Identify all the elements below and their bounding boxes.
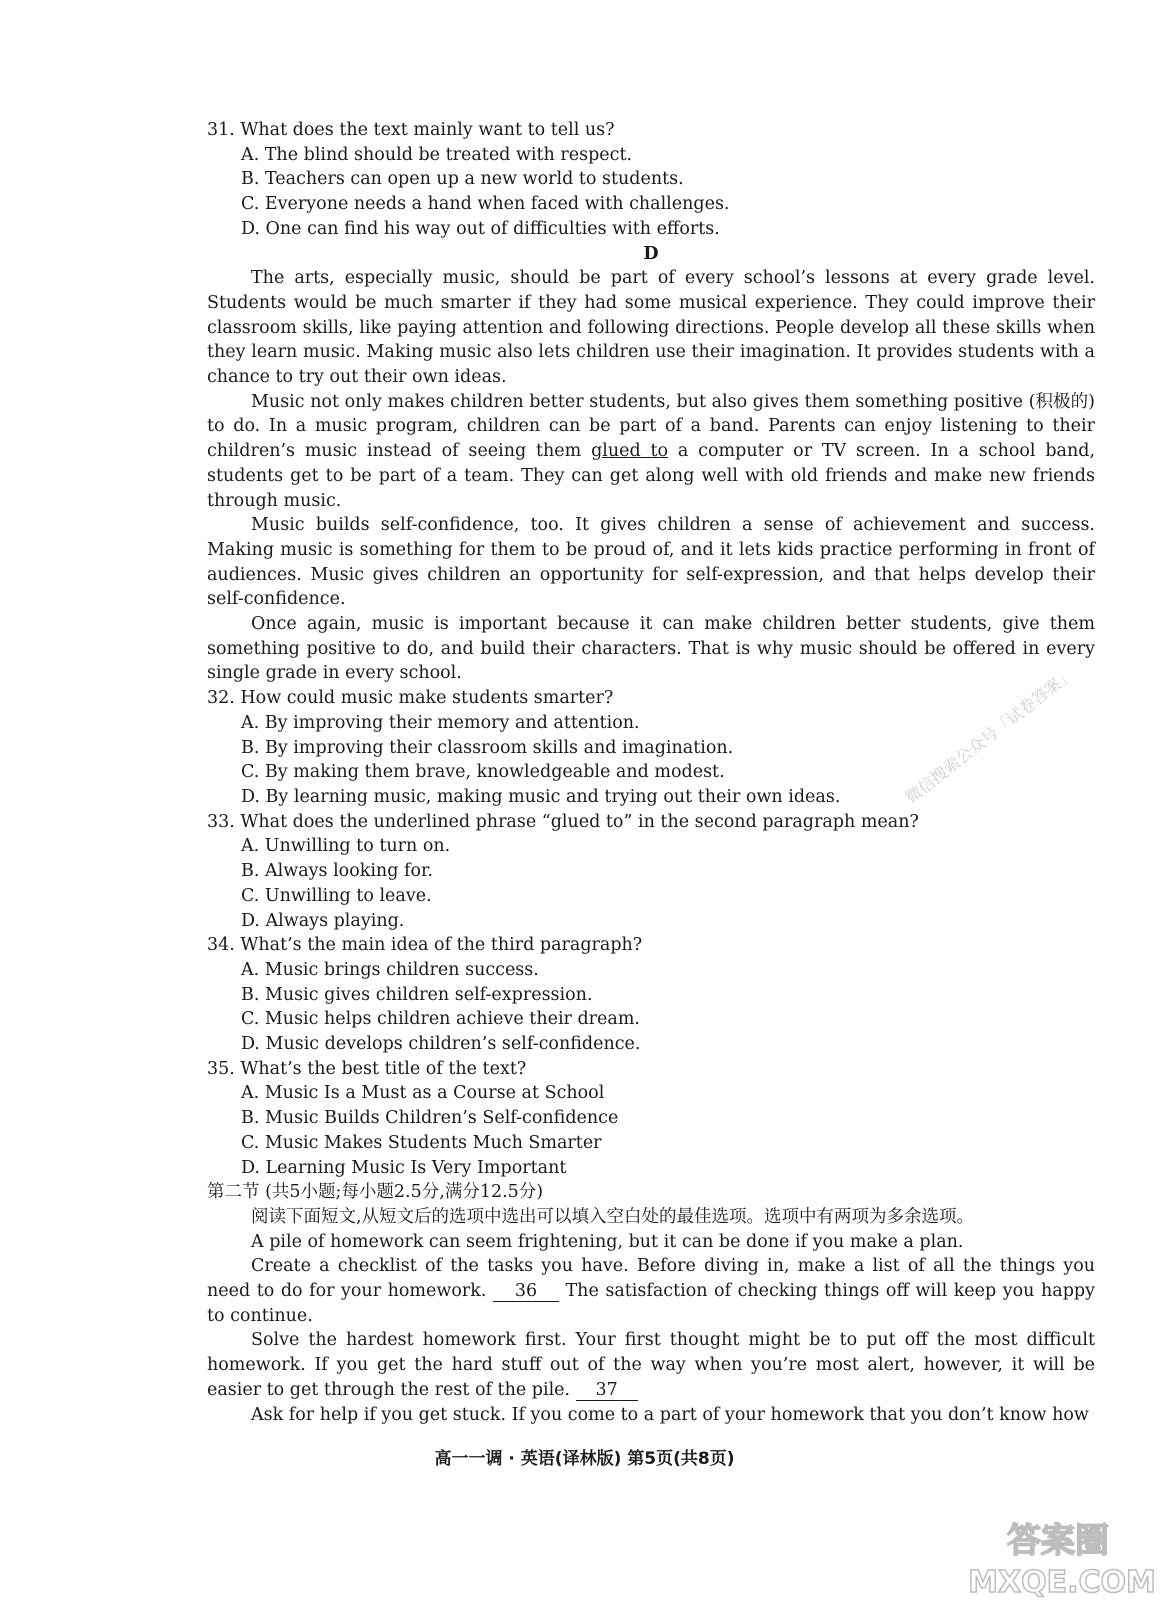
section-2 (207, 1180, 1095, 1427)
paragraph-3: Music builds self-confidence, too. It gives children a sense of achievement and success. Making music is something for them to be proud of, and it lets kids practice performing in front of audiences. Music gives children an opportunity for self-expression, and that helps develop their self-confidence. (207, 515, 1095, 610)
option-b: B. Teachers can open up a new world to students. (241, 169, 684, 190)
question-stem: 32. How could music make students smarter? (207, 688, 614, 709)
blank-36: 36 (493, 1281, 559, 1302)
site-logo-watermark (958, 1512, 1163, 1598)
option-b: B. Music gives children self-expression. (241, 984, 593, 1005)
paragraph-2-part-2: a computer or TV screen. In a school band, students get to be part of a team. They can get along well with old friends and make new friends through music. (207, 441, 1096, 511)
cloze-text: The satisfaction of checking things off will keep you happy to continue. (207, 1281, 1095, 1326)
cloze-paragraph-3 (207, 1328, 1095, 1402)
option-a: A. Music Is a Must as a Course at School (241, 1083, 605, 1104)
option-a: A. Unwilling to turn on. (241, 836, 451, 857)
question-33 (207, 810, 1095, 934)
question-31 (207, 118, 1095, 242)
question-stem: 33. What does the underlined phrase “glued to” in the second paragraph mean? (207, 811, 919, 832)
cloze-paragraph-2 (207, 1254, 1095, 1328)
passage-d (207, 266, 1095, 686)
side-watermark: 微信搜索公众号「试卷答案」 (901, 664, 1078, 808)
paragraph-2 (207, 390, 1095, 514)
paragraph-2-part-1: Music not only makes children better students, but also gives them something positive (积极的) to do. In a music program, children can be part of a band. Parents can enjoy listening to their children’s music instead of seeing them (207, 391, 1095, 462)
section-instruction: 阅读下面短文,从短文后的选项中选出可以填入空白处的最佳选项。选项中有两项为多余选项。 (251, 1206, 975, 1227)
option-c: C. Everyone needs a hand when faced with challenges. (241, 194, 730, 215)
question-stem: 35. What’s the best title of the text? (207, 1058, 527, 1079)
option-d: D. Music develops children’s self-confidence. (241, 1034, 641, 1055)
question-stem: 31. What does the text mainly want to tell us? (207, 120, 615, 140)
underlined-phrase: glued to (591, 441, 669, 462)
cloze-text: Create a checklist of the tasks you have. Before diving in, make a list of all the things you need to do for your homework. (207, 1256, 1095, 1302)
page-content (207, 118, 1095, 1427)
passage-heading: D (643, 243, 659, 264)
option-b: B. Always looking for. (241, 861, 433, 882)
question-34 (207, 933, 1095, 1057)
cloze-text: Solve the hardest homework first. Your first thought might be to put off the most difficult homework. If you get the hard stuff out of the way when you’re most alert, however, it will be easier to get through the rest of the pile. (207, 1330, 1095, 1400)
option-d: D. One can find his way out of difficulties with efforts. (241, 218, 720, 239)
logo-top-text: 答案圈 (1007, 1521, 1109, 1561)
option-a: A. The blind should be treated with respect. (241, 144, 633, 165)
cloze-paragraph-1: A pile of homework can seem frightening, but it can be done if you make a plan. (251, 1231, 964, 1252)
page-footer: 高一一调 · 英语(译林版) 第5页(共8页) (434, 1449, 735, 1469)
paragraph-1: The arts, especially music, should be part of every school’s lessons at every grade level. Students would be much smarter if they had some musical experience. They could improve their classroom skills, like paying attention and following directions. People develop all these skills when they learn music. Making music also lets children use their imagination. It provides students with a chance to try out their own ideas. (207, 268, 1095, 388)
option-a: A. Music brings children success. (241, 959, 539, 980)
option-b: B. Music Builds Children’s Self-confidence (241, 1108, 619, 1129)
section-header: 第二节 (共5小题;每小题2.5分,满分12.5分) (207, 1182, 544, 1203)
blank-37: 37 (576, 1380, 638, 1401)
option-c: C. Unwilling to leave. (241, 885, 432, 906)
option-c: C. By making them brave, knowledgeable and modest. (241, 762, 725, 783)
question-35 (207, 1057, 1095, 1181)
question-stem: 34. What’s the main idea of the third paragraph? (207, 935, 643, 956)
paragraph-4: Once again, music is important because it can make children better students, give them something positive to do, and build their characters. That is why music should be offered in every single grade in every school. (207, 614, 1095, 684)
option-d: D. By learning music, making music and trying out their own ideas. (241, 786, 841, 807)
option-d: D. Learning Music Is Very Important (241, 1157, 567, 1178)
logo-bottom-text: MXQE.COM (968, 1565, 1156, 1598)
option-d: D. Always playing. (241, 910, 405, 931)
option-c: C. Music helps children achieve their dream. (241, 1009, 640, 1030)
option-a: A. By improving their memory and attention. (241, 712, 640, 733)
cloze-paragraph-4: Ask for help if you get stuck. If you come to a part of your homework that you don’t know how (251, 1404, 1089, 1425)
option-b: B. By improving their classroom skills and imagination. (241, 737, 734, 758)
option-c: C. Music Makes Students Much Smarter (241, 1132, 602, 1153)
